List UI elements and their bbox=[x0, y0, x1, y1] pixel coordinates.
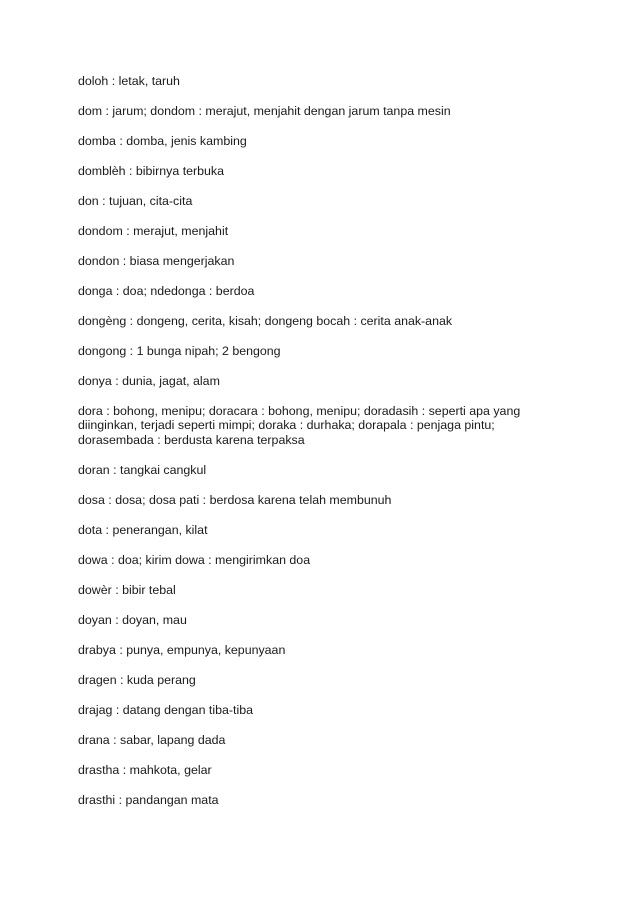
glossary-entry bbox=[78, 314, 558, 329]
glossary-entry bbox=[78, 703, 558, 718]
entry-text-line: dongèng : dongeng, cerita, kisah; dongeng bocah : cerita anak-anak bbox=[78, 313, 453, 328]
entry-text-line: drasthi : pandangan mata bbox=[78, 792, 219, 807]
glossary-entry bbox=[78, 643, 558, 658]
entry-text-line: dosa : dosa; dosa pati : berdosa karena telah membunuh bbox=[78, 492, 392, 507]
glossary-entry bbox=[78, 74, 558, 89]
entry-text-line: drastha : mahkota, gelar bbox=[78, 762, 212, 777]
glossary-entry bbox=[78, 523, 558, 538]
entry-text-line: dondon : biasa mengerjakan bbox=[78, 253, 235, 268]
entry-text-line: doyan : doyan, mau bbox=[78, 612, 187, 627]
glossary-entry bbox=[78, 733, 558, 748]
glossary-entry-list bbox=[78, 74, 558, 823]
entry-text-line: diinginkan, terjadi seperti mimpi; doraka : durhaka; dorapala : penjaga pintu; bbox=[78, 418, 495, 433]
glossary-entry bbox=[78, 374, 558, 389]
entry-text-line: donga : doa; ndedonga : berdoa bbox=[78, 283, 255, 298]
glossary-entry bbox=[78, 673, 558, 688]
glossary-entry bbox=[78, 793, 558, 808]
entry-text-line: dom : jarum; dondom : merajut, menjahit dengan jarum tanpa mesin bbox=[78, 103, 451, 118]
entry-text-line: dondom : merajut, menjahit bbox=[78, 223, 229, 238]
entry-text-line: dowèr : bibir tebal bbox=[78, 582, 176, 597]
glossary-entry bbox=[78, 613, 558, 628]
entry-text-line: drabya : punya, empunya, kepunyaan bbox=[78, 642, 286, 657]
glossary-entry bbox=[78, 763, 558, 778]
glossary-entry bbox=[78, 493, 558, 508]
entry-text-line: dongong : 1 bunga nipah; 2 bengong bbox=[78, 343, 281, 358]
entry-text-line: doloh : letak, taruh bbox=[78, 74, 180, 88]
glossary-entry bbox=[78, 254, 558, 269]
glossary-entry bbox=[78, 194, 558, 209]
entry-text-line: domba : domba, jenis kambing bbox=[78, 133, 247, 148]
entry-text-line: dota : penerangan, kilat bbox=[78, 522, 208, 537]
entry-text-line: dowa : doa; kirim dowa : mengirimkan doa bbox=[78, 552, 311, 567]
glossary-entry bbox=[78, 463, 558, 478]
glossary-entry bbox=[78, 344, 558, 359]
entry-text-line: domblèh : bibirnya terbuka bbox=[78, 163, 225, 178]
entry-text-line: drana : sabar, lapang dada bbox=[78, 732, 226, 747]
entry-text-line: dora : bohong, menipu; doracara : bohong, menipu; doradasih : seperti apa yang bbox=[78, 403, 521, 418]
glossary-entry bbox=[78, 164, 558, 179]
entry-text-line: dragen : kuda perang bbox=[78, 672, 196, 687]
glossary-entry bbox=[78, 284, 558, 299]
glossary-entry bbox=[78, 134, 558, 149]
entry-text-line: drajag : datang dengan tiba-tiba bbox=[78, 702, 253, 717]
glossary-entry bbox=[78, 553, 558, 568]
entry-text-line: dorasembada : berdusta karena terpaksa bbox=[78, 433, 305, 448]
entry-text-line: don : tujuan, cita-cita bbox=[78, 193, 193, 208]
entry-text-line: doran : tangkai cangkul bbox=[78, 463, 207, 477]
glossary-entry bbox=[78, 583, 558, 598]
glossary-entry bbox=[78, 224, 558, 239]
glossary-entry bbox=[78, 104, 558, 119]
entry-text-line: donya : dunia, jagat, alam bbox=[78, 373, 220, 388]
glossary-entry bbox=[78, 404, 558, 448]
